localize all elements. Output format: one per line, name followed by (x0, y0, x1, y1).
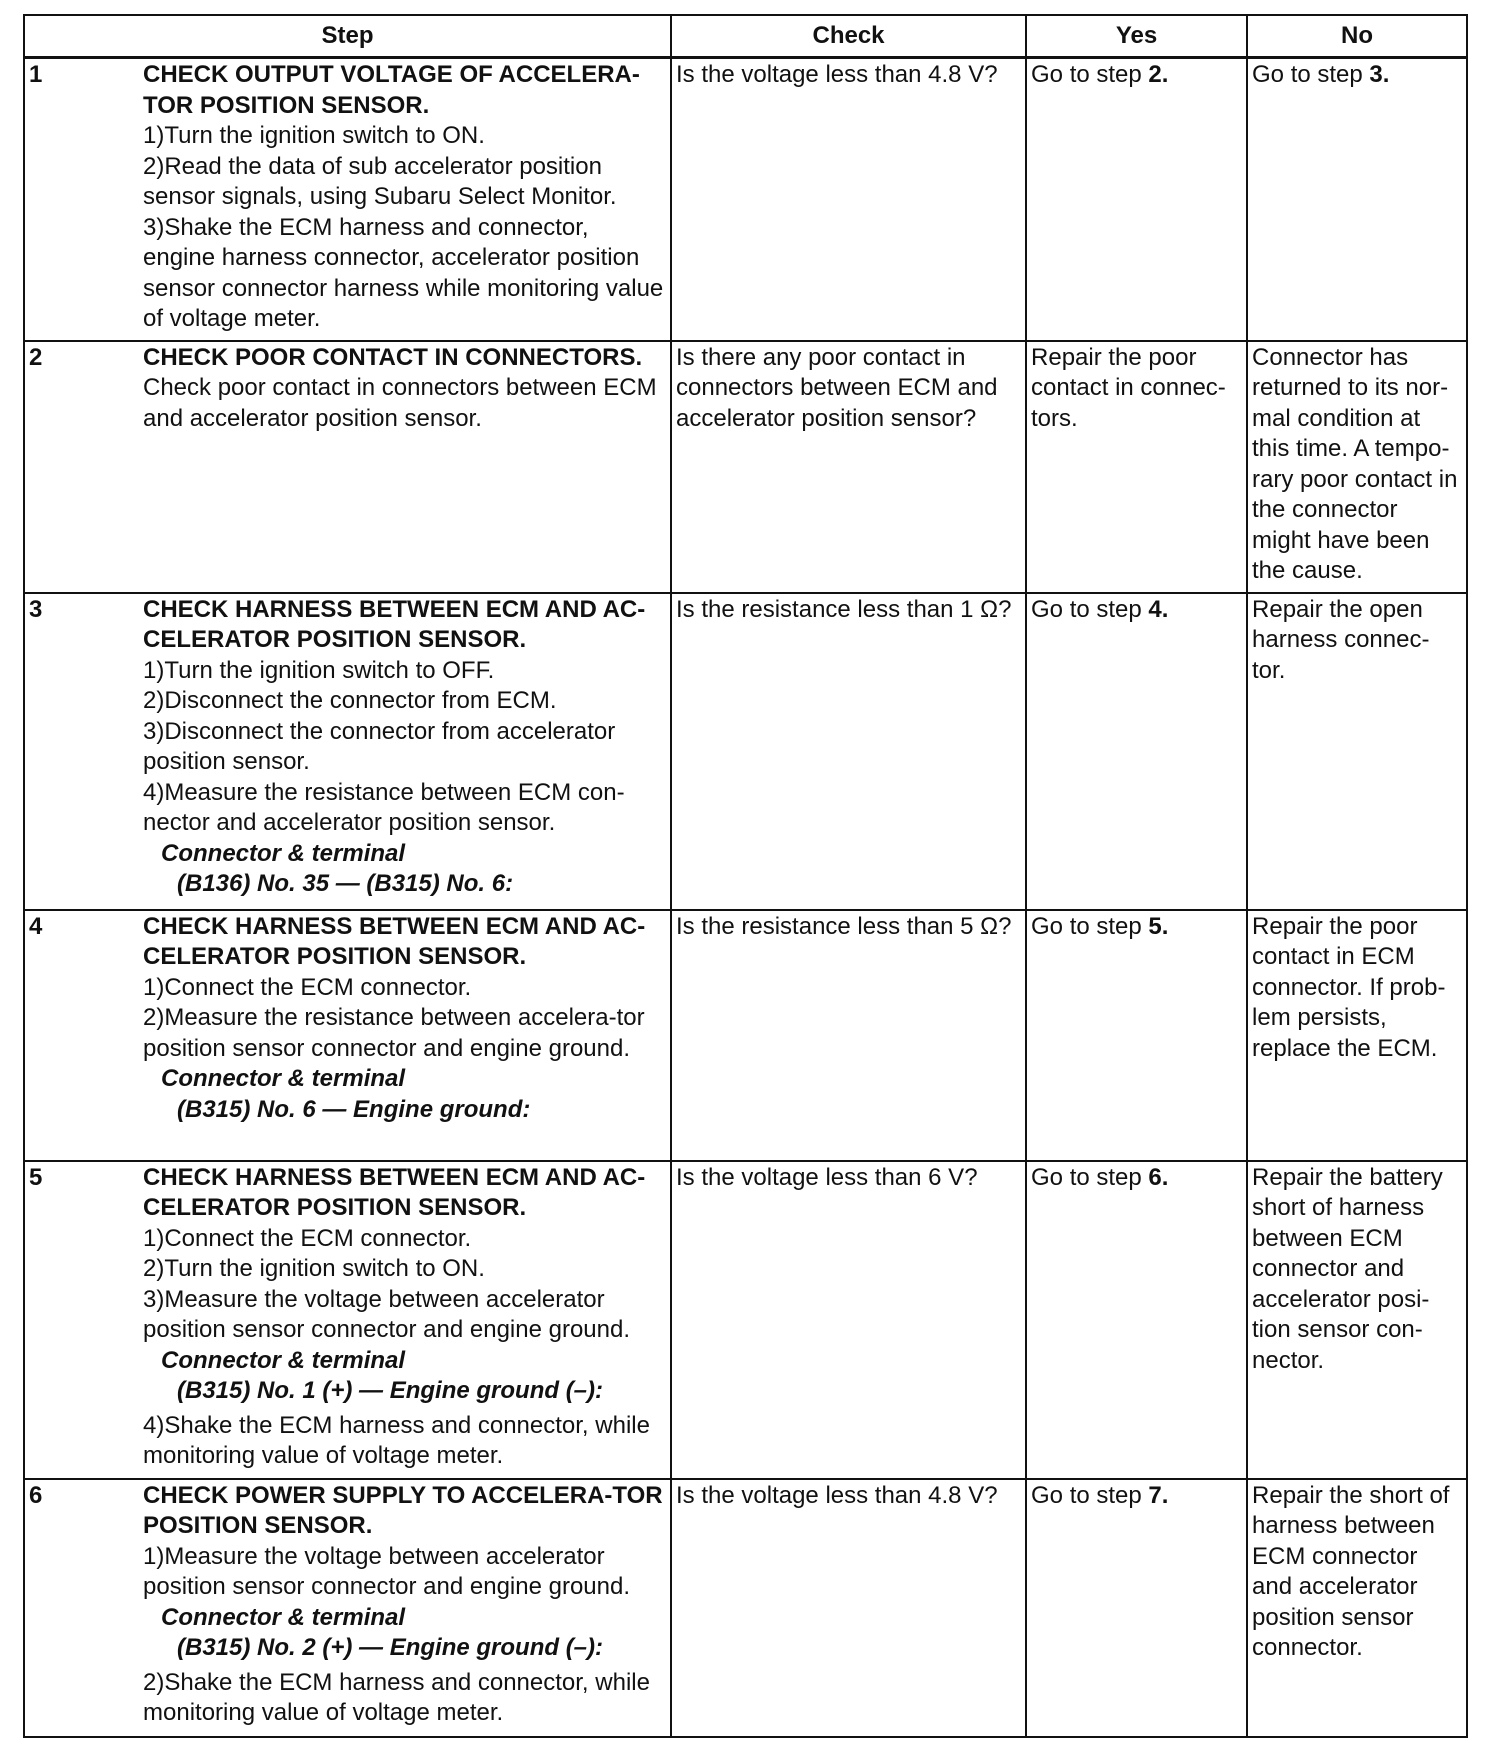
step-description (143, 58, 671, 341)
step-instruction: 2)Read the data of sub accelerator position sensor signals, using Subaru Select Monitor. (143, 152, 617, 210)
header-yes: Yes (1026, 15, 1247, 58)
check-question: Is the voltage less than 6 V? (671, 1161, 1026, 1479)
diagnostic-procedure-page (23, 14, 1466, 1738)
step-instruction: 1)Measure the voltage between accelerator position sensor connector and engine ground. (143, 1542, 631, 1600)
step-description (143, 341, 671, 593)
no-action: Repair the short of harness between ECM connector and accelerator position sensor connector. (1247, 1479, 1467, 1737)
connector-terminal-value: (B315) No. 1 (+) — Engine ground (–): (177, 1377, 604, 1404)
step-number: 3 (24, 593, 143, 910)
yes-prefix: Go to step (1031, 1481, 1149, 1509)
diagnostic-table (23, 14, 1468, 1738)
no-prefix: Go to step (1252, 61, 1370, 88)
step-title: CHECK POOR CONTACT IN CONNECTORS. (143, 343, 643, 371)
yes-action (1026, 58, 1247, 341)
step-instruction: 3)Disconnect the connector from accelerator position sensor. (143, 717, 616, 775)
step-instruction: 2)Disconnect the connector from ECM. (143, 687, 557, 714)
connector-terminal-value: (B136) No. 35 — (B315) No. 6: (177, 870, 514, 897)
no-action: Repair the battery short of harness between ECM connector and accelerator posi-tion sensor con-nector. (1247, 1161, 1467, 1479)
header-no: No (1247, 15, 1467, 58)
connector-label: Connector & terminal (161, 1346, 406, 1374)
step-instruction: 4)Shake the ECM harness and connector, while monitoring value of voltage meter. (143, 1411, 650, 1469)
yes-step-ref: 2. (1148, 61, 1169, 88)
step-instruction: 2)Measure the resistance between accelera-tor position sensor connector and engine ground. (143, 1004, 645, 1062)
table-row (24, 1161, 1467, 1479)
yes-step-ref: 7. (1148, 1481, 1169, 1509)
step-instruction: 4)Measure the resistance between ECM con-nector and accelerator position sensor. (143, 778, 625, 836)
no-action (1247, 58, 1467, 341)
check-question: Is there any poor contact in connectors between ECM and accelerator position sensor? (671, 341, 1026, 593)
step-description (143, 910, 671, 1161)
connector-terminal-value: (B315) No. 2 (+) — Engine ground (–): (177, 1634, 604, 1661)
no-action: Repair the open harness connec-tor. (1247, 593, 1467, 910)
yes-action (1026, 1479, 1247, 1737)
check-question: Is the voltage less than 4.8 V? (671, 1479, 1026, 1737)
step-instruction: 1)Turn the ignition switch to ON. (143, 122, 485, 149)
step-instruction: Check poor contact in connectors between ECM and accelerator position sensor. (143, 374, 657, 432)
no-action: Repair the poor contact in ECM connector. If prob-lem persists, replace the ECM. (1247, 910, 1467, 1161)
table-row (24, 910, 1467, 1161)
step-number: 6 (24, 1479, 143, 1737)
yes-prefix: Go to step (1031, 912, 1149, 940)
table-row (24, 1479, 1467, 1737)
step-title: CHECK HARNESS BETWEEN ECM AND AC-CELERATOR POSITION SENSOR. (143, 1163, 646, 1221)
yes-step-ref: 6. (1148, 1163, 1169, 1191)
yes-action (1026, 1161, 1247, 1479)
step-instruction: 1)Turn the ignition switch to OFF. (143, 656, 495, 684)
connector-label: Connector & terminal (161, 839, 406, 867)
yes-action (1026, 593, 1247, 910)
check-question: Is the voltage less than 4.8 V? (671, 58, 1026, 341)
yes-prefix: Go to step (1031, 1163, 1149, 1191)
step-title: CHECK HARNESS BETWEEN ECM AND AC-CELERATOR POSITION SENSOR. (143, 595, 646, 653)
step-title: CHECK OUTPUT VOLTAGE OF ACCELERA-TOR POSITION SENSOR. (143, 61, 640, 119)
step-instruction: 3)Measure the voltage between accelerator position sensor connector and engine ground. (143, 1285, 631, 1343)
yes-step-ref: 4. (1148, 595, 1169, 623)
connector-label: Connector & terminal (161, 1603, 406, 1631)
step-instruction: 2)Shake the ECM harness and connector, while monitoring value of voltage meter. (143, 1668, 650, 1726)
no-action: Connector has returned to its nor-mal condition at this time. A tempo-rary poor contact in the connector might have been the cause. (1247, 341, 1467, 593)
step-instruction: 1)Connect the ECM connector. (143, 973, 472, 1001)
step-description (143, 1161, 671, 1479)
yes-prefix: Go to step (1031, 595, 1149, 623)
step-instruction: 2)Turn the ignition switch to ON. (143, 1255, 485, 1282)
table-row (24, 593, 1467, 910)
table-row (24, 58, 1467, 341)
step-description (143, 1479, 671, 1737)
yes-prefix: Go to step (1031, 61, 1149, 88)
step-number: 1 (24, 58, 143, 341)
step-number: 4 (24, 910, 143, 1161)
yes-step-ref: 5. (1148, 912, 1169, 940)
header-step: Step (24, 15, 671, 58)
yes-action: Repair the poor contact in connec-tors. (1026, 341, 1247, 593)
step-instruction: 1)Connect the ECM connector. (143, 1224, 472, 1252)
header-check: Check (671, 15, 1026, 58)
table-row (24, 341, 1467, 593)
step-number: 5 (24, 1161, 143, 1479)
yes-action (1026, 910, 1247, 1161)
check-question: Is the resistance less than 1 Ω? (671, 593, 1026, 910)
step-instruction: 3)Shake the ECM harness and connector, engine harness connector, accelerator position sensor connector harness while monitoring value of voltage meter. (143, 213, 664, 332)
table-header-row (24, 15, 1467, 58)
step-title: CHECK HARNESS BETWEEN ECM AND AC-CELERATOR POSITION SENSOR. (143, 912, 646, 970)
connector-terminal-value: (B315) No. 6 — Engine ground: (177, 1095, 531, 1123)
check-question: Is the resistance less than 5 Ω? (671, 910, 1026, 1161)
step-description (143, 593, 671, 910)
step-title: CHECK POWER SUPPLY TO ACCELERA-TOR POSITION SENSOR. (143, 1481, 663, 1539)
connector-label: Connector & terminal (161, 1065, 406, 1092)
step-number: 2 (24, 341, 143, 593)
no-step-ref: 3. (1369, 61, 1390, 88)
